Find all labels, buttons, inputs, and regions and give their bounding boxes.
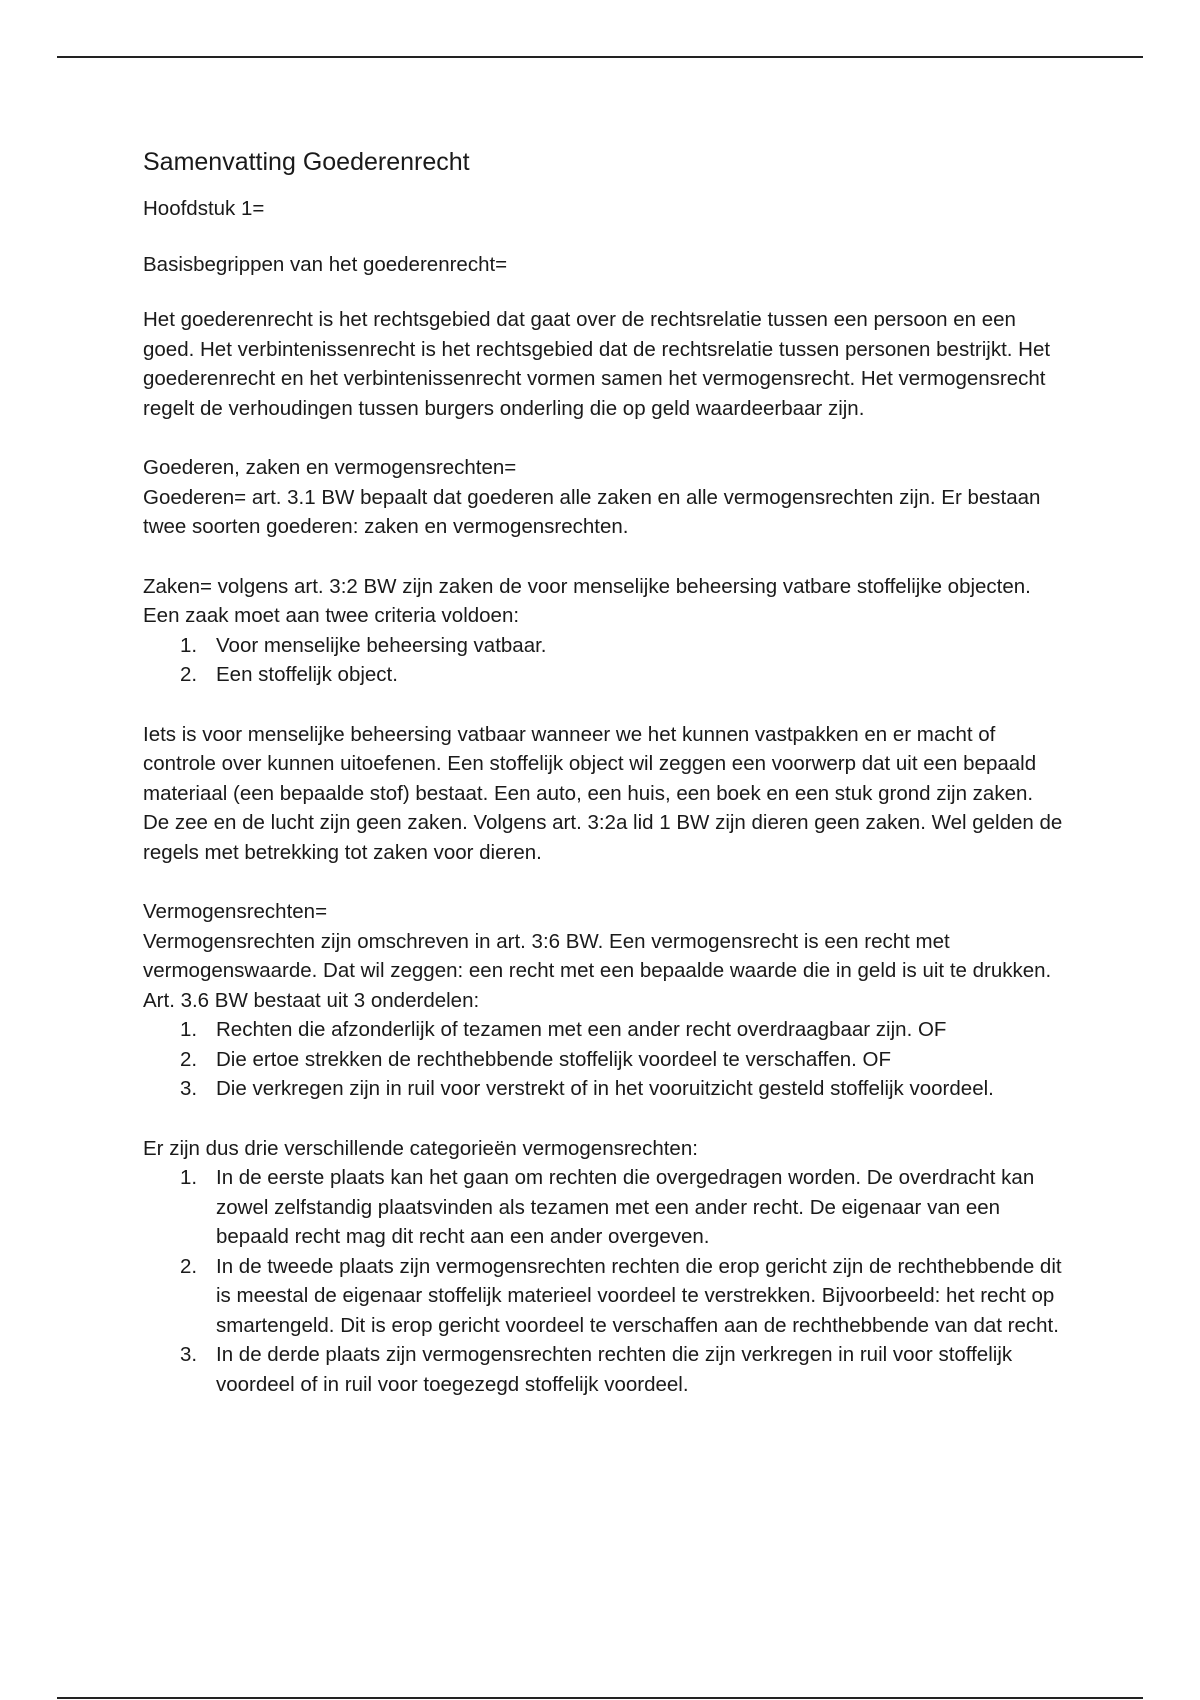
list-item: 2. Die ertoe strekken de rechthebbende stoffelijk voordeel te verschaffen. OF: [180, 1047, 891, 1071]
paragraph-zaken: Zaken= volgens art. 3:2 BW zijn zaken de voor menselijke beheersing vatbare stoffelijke objecten. Een zaak moet aan twee criteria voldoen:: [143, 574, 1031, 627]
list-categorieen: [143, 1163, 1063, 1399]
list-zaak-criteria: [143, 631, 1063, 690]
list-item: 2. Een stoffelijk object.: [180, 663, 398, 686]
section-heading-basisbegrippen: Basisbegrippen van het goederenrecht=: [143, 252, 508, 276]
paragraph-goederen: Goederen= art. 3.1 BW bepaalt dat goederen alle zaken en alle vermogensrechten zijn. Er bestaan twee soorten goederen: zaken en vermogensrechten.: [143, 485, 1041, 538]
list-item: 3. Die verkregen zijn in ruil voor verstrekt of in het vooruitzicht gesteld stoffelijk voordeel.: [180, 1077, 994, 1100]
paragraph-beheersing: Iets is voor menselijke beheersing vatbaar wanneer we het kunnen vastpakken en er macht of controle over kunnen uitoefenen. Een stoffelijk object wil zeggen een voorwerp dat uit een bepaald materiaal (een bepaalde stof) bestaat. Een auto, een huis, een boek en een stuk grond zijn zaken. De zee en de lucht zijn geen zaken. Volgens art. 3:2a lid 1 BW zijn dieren geen zaken. Wel gelden de regels met betrekking tot zaken voor dieren.: [143, 722, 1063, 864]
chapter-heading: Hoofdstuk 1=: [143, 197, 265, 220]
list-item: 1. Rechten die afzonderlijk of tezamen met een ander recht overdraagbaar zijn. OF: [180, 1018, 947, 1041]
paragraph-vermogensrechten: Vermogensrechten zijn omschreven in art. 3:6 BW. Een vermogensrecht is een recht met vermogenswaarde. Dat wil zeggen: een recht met een bepaalde waarde die in geld is uit te drukken. Art. 3.6 BW bestaat uit 3 onderdelen:: [143, 929, 1052, 1012]
header-rule: [57, 56, 1143, 58]
list-item: 2. In de tweede plaats zijn vermogensrechten rechten die erop gericht zijn de rechthebbende dit is meestal de eigenaar stoffelijk materieel voordeel te verstrekken. Bijvoorbeeld: het recht op smartengeld. Dit is erop gericht voordeel te verschaffen aan de rechthebbende van dat recht.: [180, 1254, 1062, 1337]
footer-rule: [57, 1697, 1143, 1699]
list-onderdelen: [143, 1015, 1063, 1104]
paragraph-goederenrecht: Het goederenrecht is het rechtsgebied dat gaat over de rechtsrelatie tussen een persoon en een goed. Het verbintenissenrecht is het rechtsgebied dat de rechtsrelatie tussen personen bestrijkt. Het goederenrecht en het verbintenissenrecht vormen samen het vermogensrecht. Het vermogensrecht regelt de verhoudingen tussen burgers onderling die op geld waardeerbaar zijn.: [143, 308, 1051, 420]
document-body: [143, 144, 1063, 1399]
section-heading-vermogensrechten: Vermogensrechten=: [143, 900, 328, 923]
list-item: 1. Voor menselijke beheersing vatbaar.: [180, 633, 547, 657]
list-item: 3. In de derde plaats zijn vermogensrechten rechten die zijn verkregen in ruil voor stoffelijk voordeel of in ruil voor toegezegd stoffelijk voordeel.: [180, 1343, 1013, 1396]
document-title: Samenvatting Goederenrecht: [143, 148, 470, 176]
section-heading-goederen: Goederen, zaken en vermogensrechten=: [143, 456, 517, 479]
list-item: 1. In de eerste plaats kan het gaan om rechten die overgedragen worden. De overdracht kan zowel zelfstandig plaatsvinden als tezamen met een ander recht. De eigenaar van een bepaald recht mag dit recht aan een ander overgeven.: [180, 1166, 1035, 1248]
paragraph-categorieen-intro: Er zijn dus drie verschillende categorieën vermogensrechten:: [143, 1136, 698, 1160]
